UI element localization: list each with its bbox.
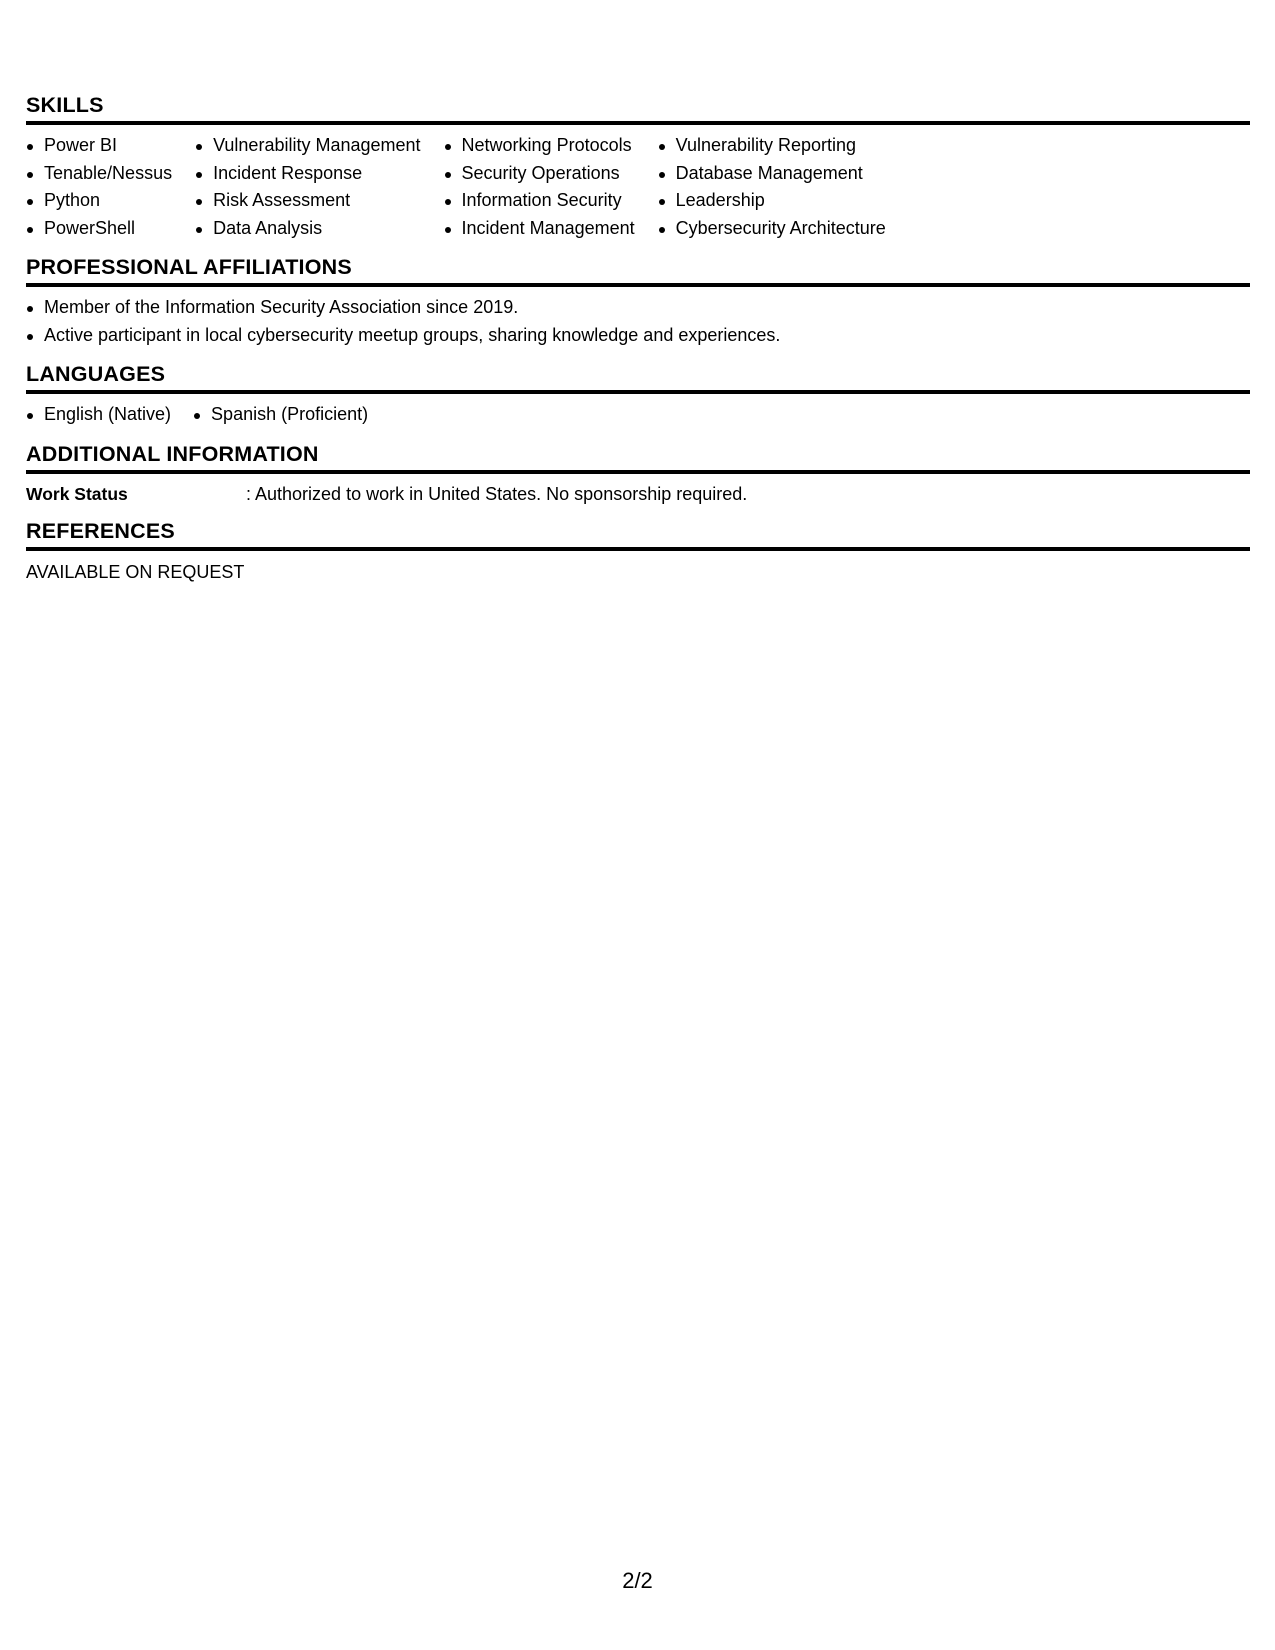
skill-item: Leadership [658, 187, 886, 215]
work-status-row [26, 474, 1250, 506]
skills-column-4 [658, 132, 886, 242]
skill-item: Cybersecurity Architecture [658, 215, 886, 243]
references-text: AVAILABLE ON REQUEST [26, 561, 245, 582]
affiliations-list [26, 287, 1250, 349]
affiliations-heading: PROFESSIONAL AFFILIATIONS [26, 254, 1250, 287]
skills-column-2 [195, 132, 420, 242]
languages-list [26, 394, 1250, 429]
language-item: English (Native) [26, 401, 171, 429]
language-item: Spanish (Proficient) [193, 401, 368, 429]
affiliations-section [26, 254, 1250, 349]
page-number: 2/2 [622, 1568, 653, 1593]
skill-item: Risk Assessment [195, 187, 420, 215]
skill-item: Networking Protocols [444, 132, 635, 160]
languages-section [26, 361, 1250, 429]
skill-item: Vulnerability Management [195, 132, 420, 160]
skills-grid [26, 125, 1250, 242]
work-status-value: : Authorized to work in United States. No sponsorship required. [246, 483, 748, 504]
skill-item: Incident Management [444, 215, 635, 243]
skill-item: PowerShell [26, 215, 172, 243]
languages-heading: LANGUAGES [26, 361, 1250, 394]
skills-heading: SKILLS [26, 92, 1250, 125]
skill-item: Database Management [658, 160, 886, 188]
work-status-label: Work Status [26, 483, 128, 504]
additional-info-heading: ADDITIONAL INFORMATION [26, 441, 1250, 474]
skill-item: Incident Response [195, 160, 420, 188]
skill-item: Vulnerability Reporting [658, 132, 886, 160]
skill-item: Tenable/Nessus [26, 160, 172, 188]
references-section [26, 518, 1250, 584]
skills-column-3 [444, 132, 635, 242]
additional-info-section [26, 441, 1250, 506]
affiliation-item: Active participant in local cybersecurity meetup groups, sharing knowledge and experiences. [26, 322, 1250, 350]
skills-section [26, 92, 1250, 242]
references-heading: REFERENCES [26, 518, 1250, 551]
affiliation-item: Member of the Information Security Association since 2019. [26, 294, 1250, 322]
skill-item: Security Operations [444, 160, 635, 188]
skills-column-1 [26, 132, 172, 242]
skill-item: Power BI [26, 132, 172, 160]
skill-item: Information Security [444, 187, 635, 215]
skill-item: Data Analysis [195, 215, 420, 243]
resume-page [26, 92, 1250, 596]
skill-item: Python [26, 187, 172, 215]
